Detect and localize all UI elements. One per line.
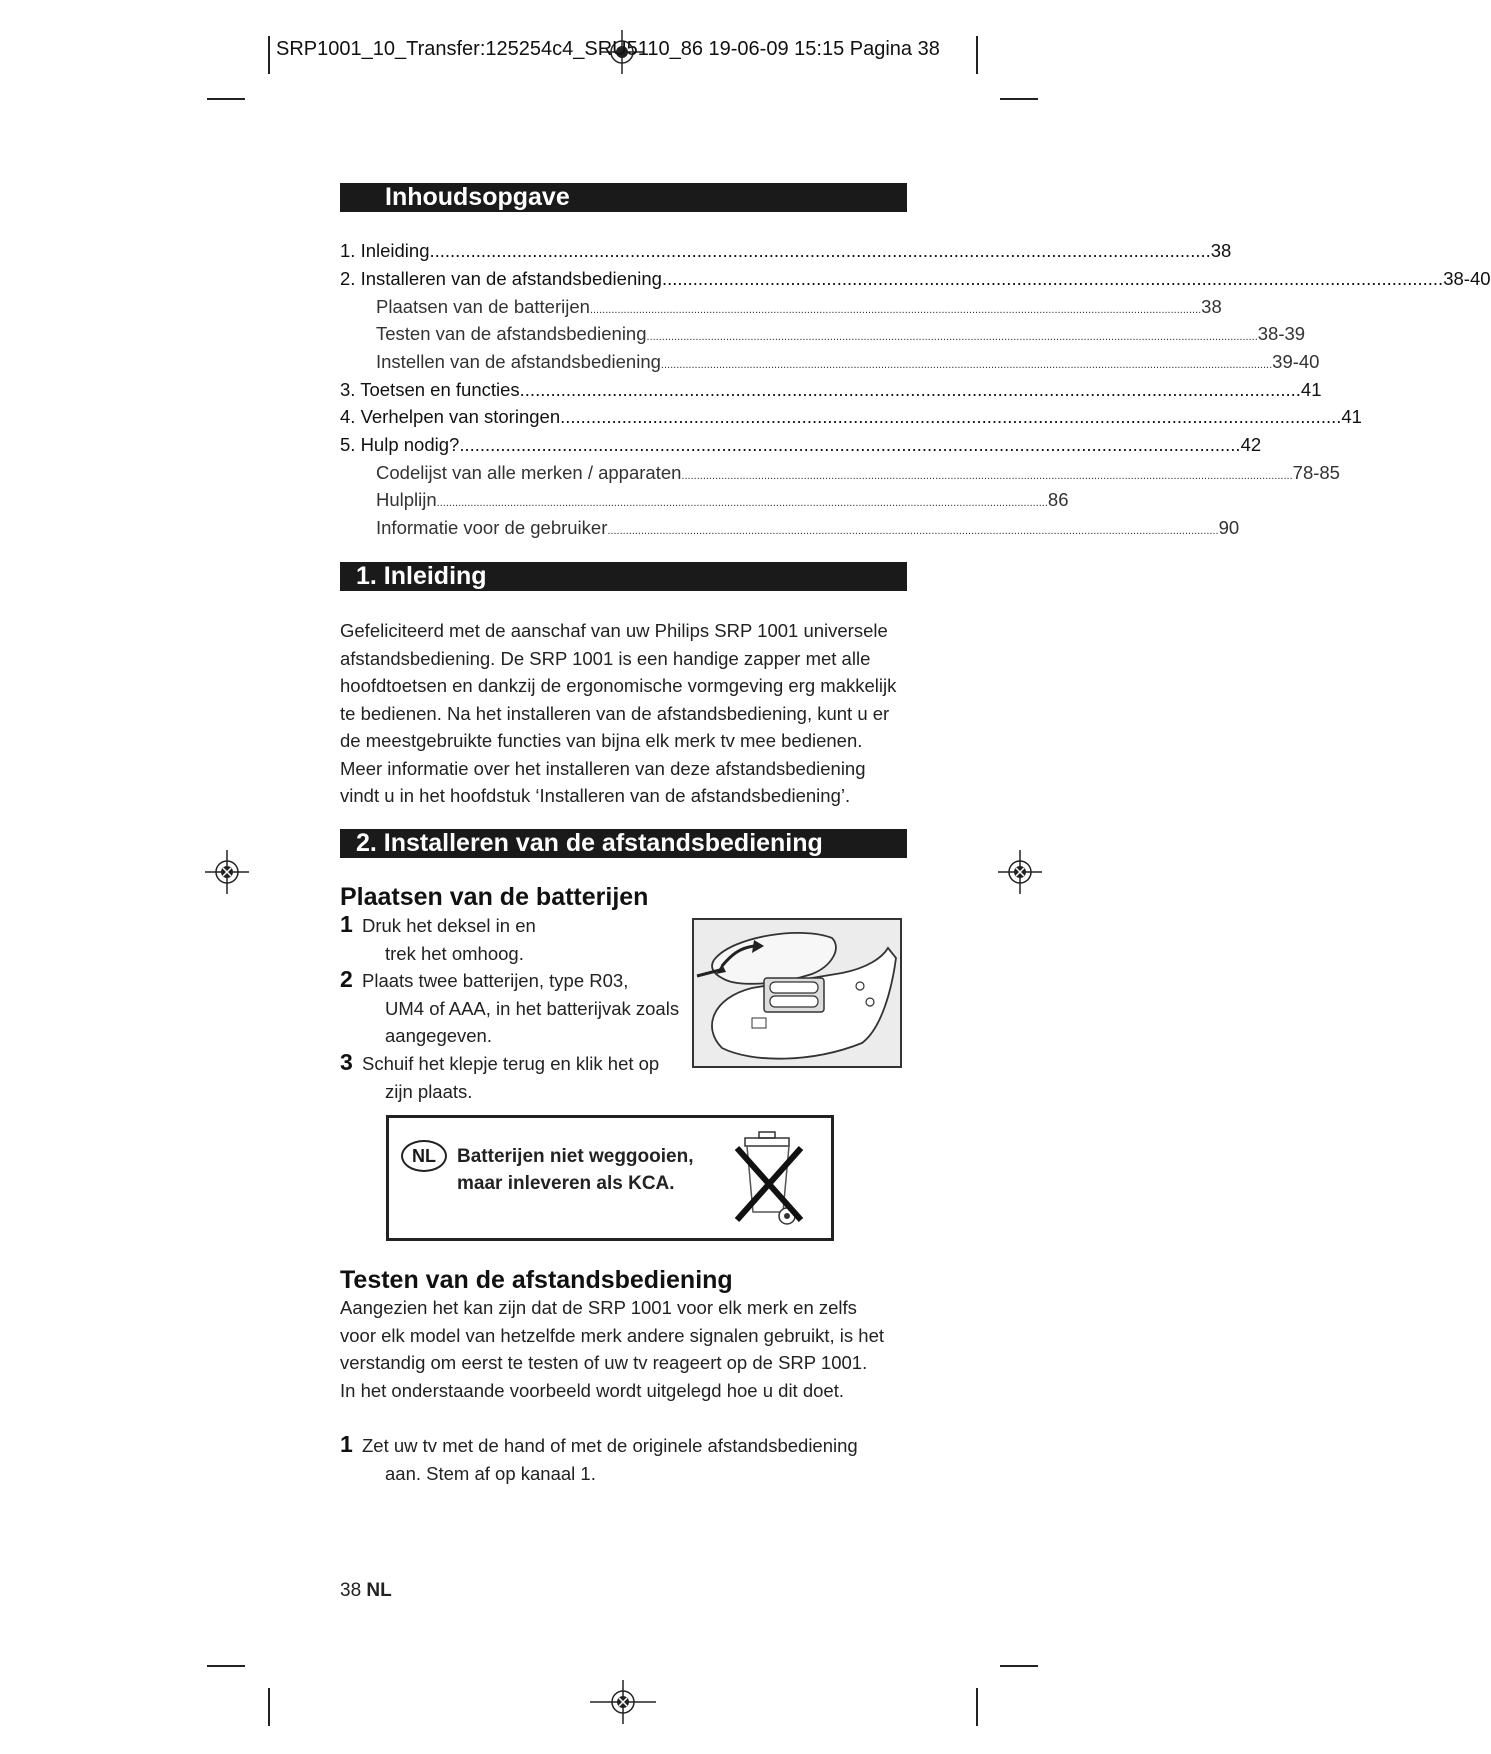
crossed-bin-icon: [731, 1128, 809, 1232]
notice-text: [457, 1143, 693, 1197]
step-text: UM4 of AAA, in het batterijvak zoals: [385, 997, 680, 1019]
toc-entry: 1. Inleiding ........................................................................................................................................................ 38: [340, 240, 1232, 261]
toc-entry-page: 41: [1300, 379, 1322, 400]
toc-entry-page: 90: [1218, 517, 1240, 538]
text-line: hoofdtoetsen en dankzij de ergonomische vormgeving erg makkelijk: [340, 675, 897, 696]
registration-mark-icon: [998, 850, 1042, 894]
crop-mark: [268, 1688, 270, 1726]
toc-entry-label: Codelijst van alle merken / apparaten: [376, 462, 682, 483]
toc-entry-label: Informatie voor de gebruiker: [376, 517, 608, 538]
subheading-batteries: Plaatsen van de batterijen: [340, 883, 649, 911]
section-title: 2. Installeren van de afstandsbediening: [356, 829, 823, 857]
language-code: NL: [366, 1580, 392, 1601]
step-number: 1: [340, 1431, 353, 1457]
step-number: 1: [340, 911, 353, 937]
intro-paragraph: [340, 617, 920, 810]
toc-entry: 5. Hulp nodig? ........................................................................................................................................................ 42: [340, 434, 1262, 455]
toc-title-bar: [340, 183, 907, 212]
toc-entry: Instellen van de afstandsbediening ........................................................................................................................................................................................................ 39-40: [376, 351, 1320, 372]
crop-mark: [1000, 1665, 1038, 1667]
registration-mark-icon: [205, 850, 249, 894]
toc-entry-page: 38-40: [1443, 268, 1491, 289]
recycling-notice: [386, 1115, 834, 1241]
toc-entry-label: 4. Verhelpen van storingen: [340, 406, 561, 427]
crop-mark: [976, 36, 978, 74]
crop-mark: [268, 36, 270, 74]
toc-entry-label: 3. Toetsen en functies: [340, 379, 520, 400]
page-number: 38: [340, 1580, 362, 1601]
step-item: [340, 967, 700, 1050]
step-text: zijn plaats.: [385, 1080, 473, 1102]
toc-entry-label: Plaatsen van de batterijen: [376, 296, 590, 317]
step-text: Schuif het klepje terug en klik het op: [362, 1053, 660, 1074]
section-title-bar: [340, 562, 907, 591]
toc-entry-page: 38: [1210, 240, 1232, 261]
text-line: vindt u in het hoofdstuk ‘Installeren van de afstandsbediening’.: [340, 785, 851, 806]
toc-entry-page: 39-40: [1272, 351, 1320, 372]
text-line: Gefeliciteerd met de aanschaf van uw Philips SRP 1001 universele: [340, 620, 888, 641]
toc-entry-page: 86: [1047, 489, 1069, 510]
subheading-testing: Testen van de afstandsbediening: [340, 1266, 733, 1294]
crop-mark: [976, 1688, 978, 1726]
step-text: trek het omhoog.: [385, 942, 524, 964]
toc-entry: Testen van de afstandsbediening ........................................................................................................................................................................................................ 38-39: [376, 323, 1306, 344]
step-number: 3: [340, 1049, 353, 1075]
text-line: voor elk model van hetzelfde merk andere signalen gebruikt, is het: [340, 1324, 884, 1346]
toc-entry-label: 5. Hulp nodig?: [340, 434, 460, 455]
text-line: In het onderstaande voorbeeld wordt uitgelegd hoe u dit doet.: [340, 1379, 844, 1401]
toc-entry: Hulplijn ........................................................................................................................................................................................................ 86: [376, 489, 1069, 510]
step-text: Plaats twee batterijen, type R03,: [362, 970, 629, 991]
text-line: maar inleveren als KCA.: [457, 1173, 675, 1194]
text-line: de meestgebruikte functies van bijna elk merk tv mee bedienen.: [340, 730, 863, 751]
text-line: Meer informatie over het installeren van deze afstandsbediening: [340, 757, 866, 779]
step-number: 2: [340, 966, 353, 992]
toc-entry: Codelijst van alle merken / apparaten ........................................................................................................................................................................................................ 78-85: [376, 462, 1340, 483]
text-line: te bedienen. Na het installeren van de afstandsbediening, kunt u er: [340, 702, 890, 724]
text-line: afstandsbediening. De SRP 1001 is een handige zapper met alle: [340, 647, 871, 669]
step-text: aan. Stem af op kanaal 1.: [385, 1462, 596, 1484]
print-slug: SRP1001_10_Transfer:125254c4_SRU5110_86 19-06-09 15:15 Pagina 38: [276, 38, 940, 60]
toc-entry-page: 78-85: [1292, 462, 1340, 483]
toc-entry-label: Instellen van de afstandsbediening: [376, 351, 661, 372]
toc-entry-label: Testen van de afstandsbediening: [376, 323, 647, 344]
toc-entry: 2. Installeren van de afstandsbediening ........................................................................................................................................................ 38-40: [340, 268, 1491, 289]
toc-entry: 4. Verhelpen van storingen ........................................................................................................................................................ 41: [340, 406, 1362, 427]
step-text: Zet uw tv met de hand of met de originele afstandsbediening: [362, 1435, 858, 1456]
section-title: 1. Inleiding: [356, 562, 487, 590]
step-item: [340, 1050, 700, 1105]
testing-paragraph: [340, 1294, 920, 1404]
toc-entry-page: 38-39: [1257, 323, 1306, 344]
toc-entry-label: Hulplijn: [376, 489, 437, 510]
toc-entry: Plaatsen van de batterijen ........................................................................................................................................................................................................ 38: [376, 296, 1222, 317]
toc-entry: Informatie voor de gebruiker ........................................................................................................................................................................................................ 90: [376, 517, 1240, 538]
toc-entry-label: 1. Inleiding: [340, 240, 430, 261]
toc-entry-page: 38: [1201, 296, 1222, 317]
toc-title: Inhoudsopgave: [385, 183, 570, 211]
step-item: [340, 1432, 920, 1487]
battery-illustration: [692, 918, 902, 1068]
text-line: Batterijen niet weggooien,: [457, 1146, 694, 1167]
section-title-bar: [340, 829, 907, 858]
crop-mark: [207, 1665, 245, 1667]
crop-mark: [207, 98, 245, 100]
step-text: aangegeven.: [385, 1025, 492, 1046]
step-item: [340, 912, 700, 967]
toc-entry-label: 2. Installeren van de afstandsbediening: [340, 268, 662, 289]
registration-mark-icon: [590, 1680, 656, 1724]
toc-entry-page: 42: [1240, 434, 1262, 455]
crop-mark: [1000, 98, 1038, 100]
toc-entry-page: 41: [1341, 406, 1362, 427]
page-footer: [340, 1580, 392, 1602]
text-line: Aangezien het kan zijn dat de SRP 1001 voor elk merk en zelfs: [340, 1297, 857, 1318]
step-text: Druk het deksel in en: [362, 915, 536, 936]
toc-entry: 3. Toetsen en functies ........................................................................................................................................................ 41: [340, 379, 1322, 400]
text-line: verstandig om eerst te testen of uw tv reageert op de SRP 1001.: [340, 1352, 868, 1373]
country-badge: NL: [401, 1140, 447, 1172]
